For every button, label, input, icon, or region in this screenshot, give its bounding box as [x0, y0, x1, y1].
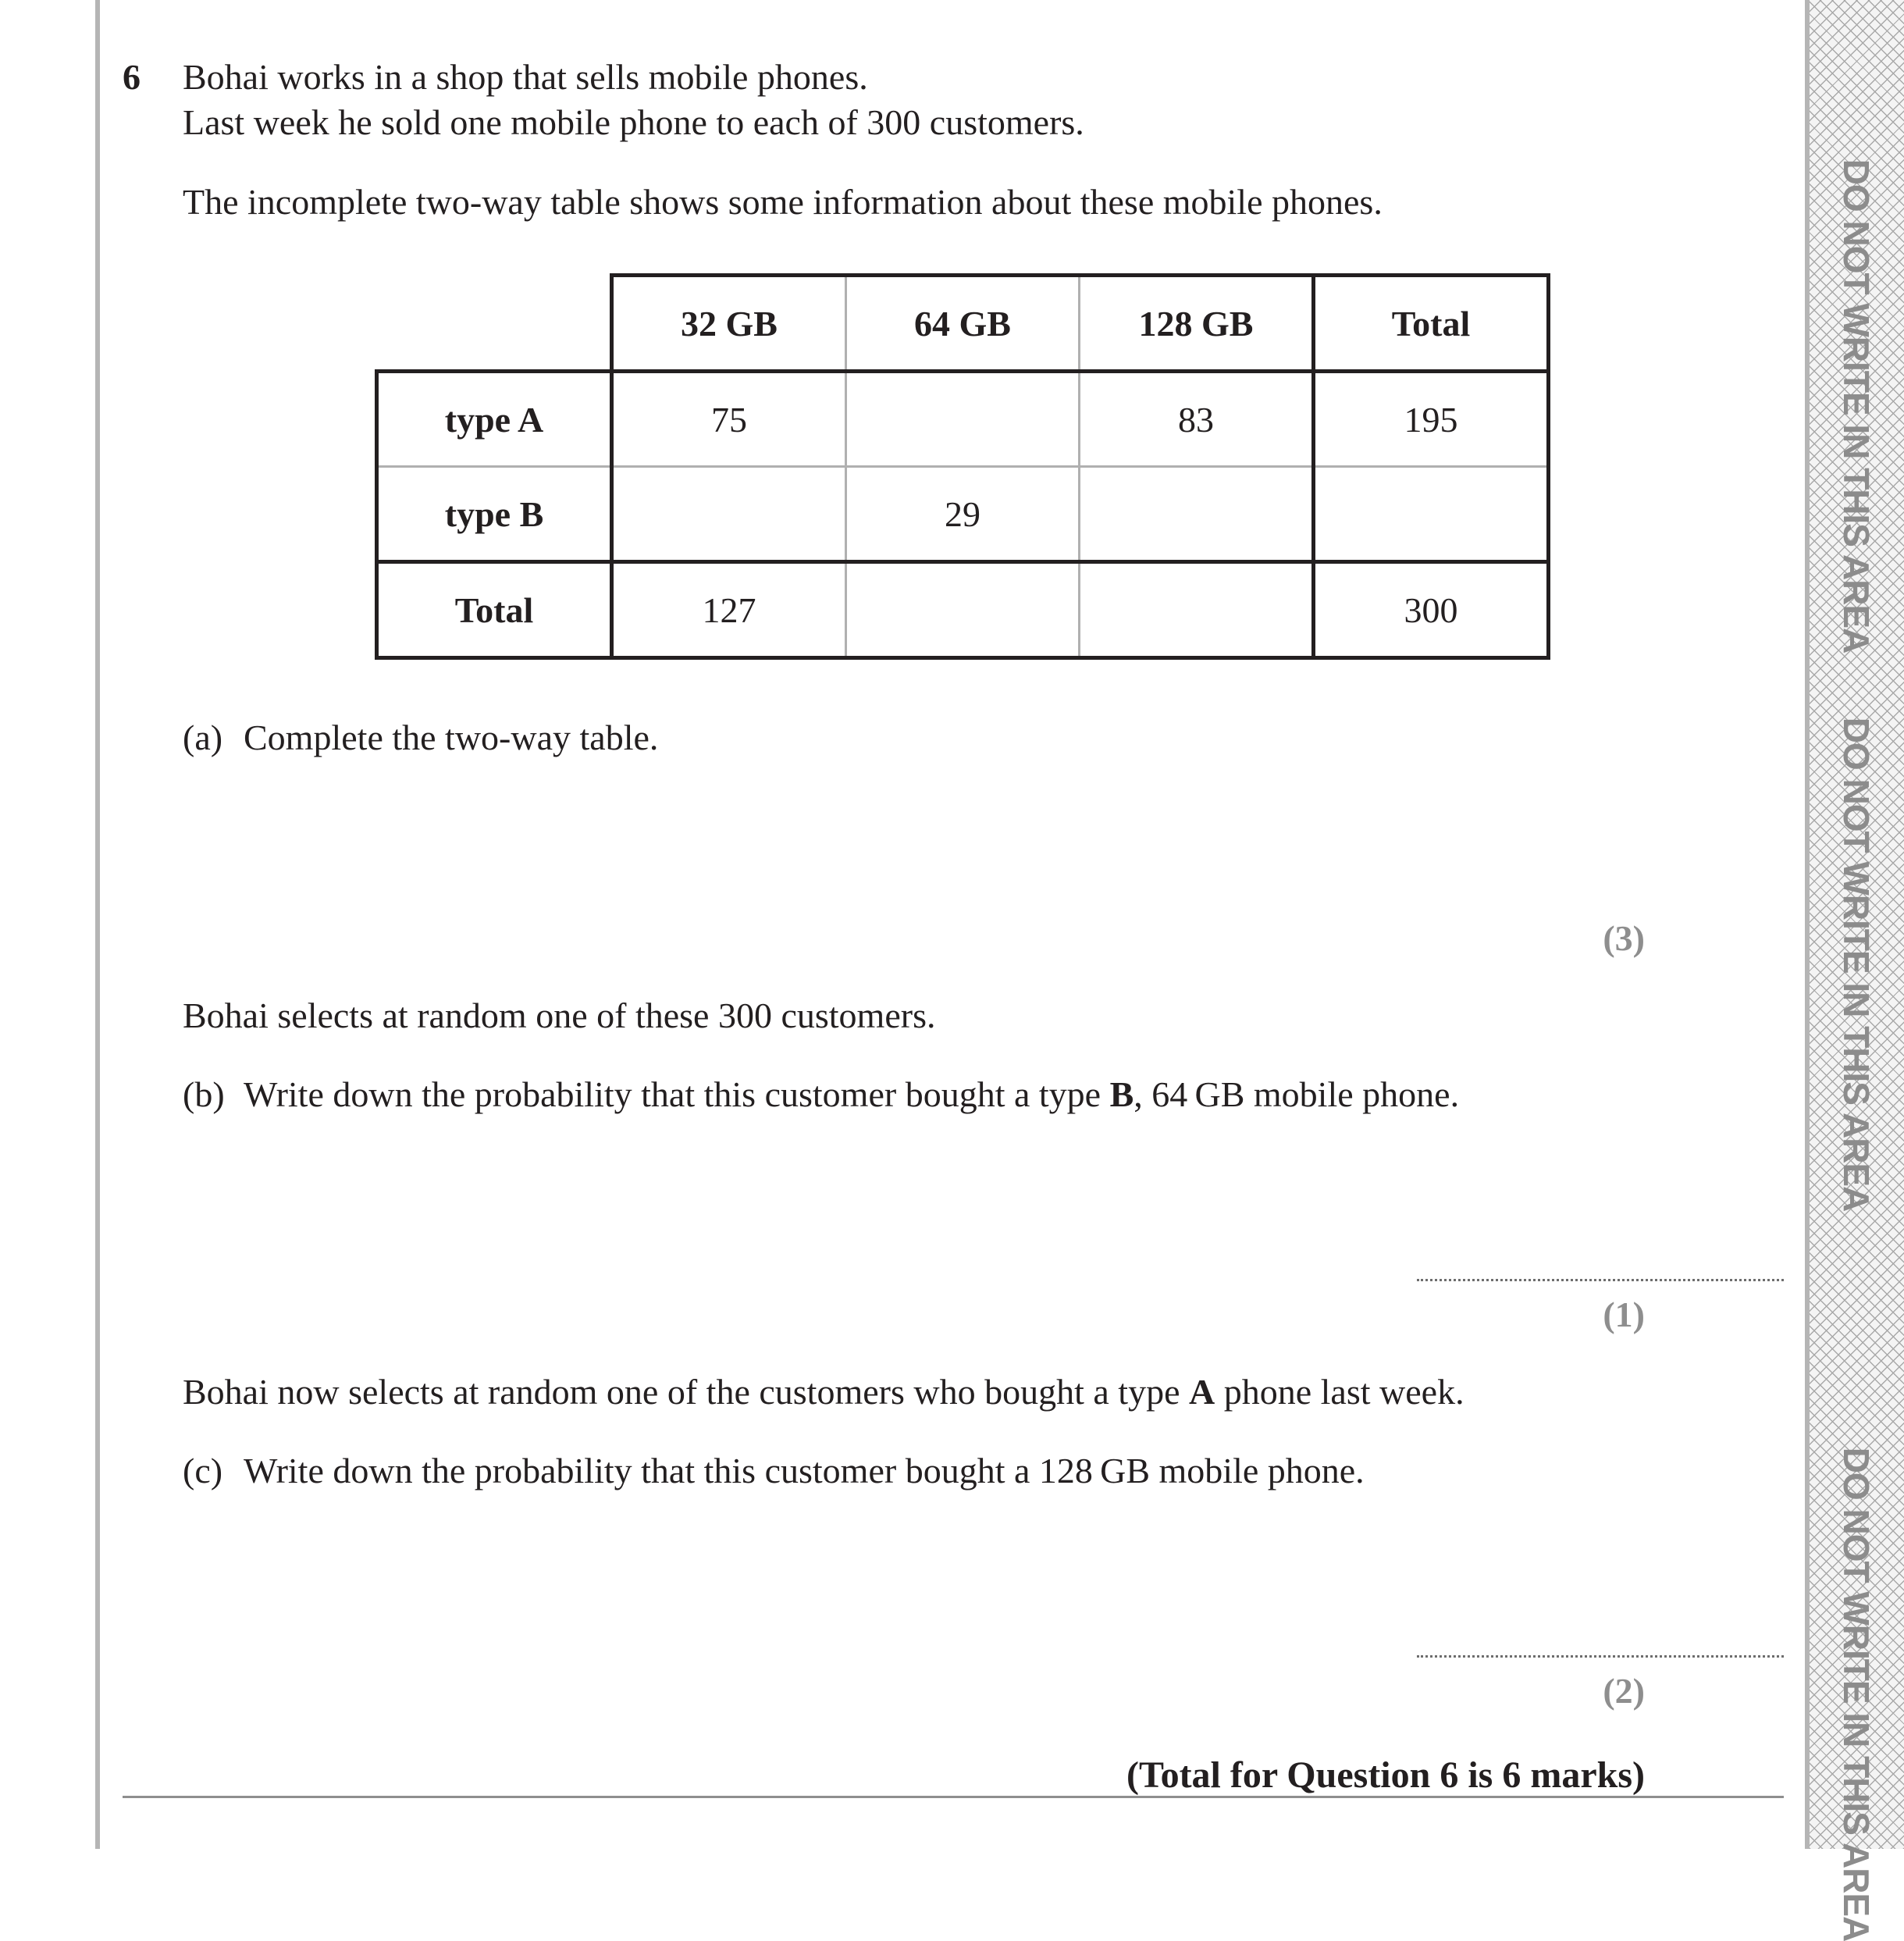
column-header: 64 GB — [846, 276, 1080, 372]
row-header: type B — [377, 467, 612, 562]
part-c-label: (c) — [183, 1451, 223, 1490]
table-row — [377, 562, 1549, 658]
part-b-intro: Bohai selects at random one of these 300 customers. — [183, 995, 936, 1035]
table-cell — [1314, 467, 1549, 562]
part-b-text-end: , 64 GB mobile phone. — [1134, 1074, 1460, 1114]
row-header: Total — [377, 562, 612, 658]
part-b-text — [244, 1072, 1459, 1117]
margin-warning-middle: DO NOT WRITE IN THIS AREA — [1836, 717, 1877, 1212]
column-header: 32 GB — [612, 276, 846, 372]
part-c-marks: (2) — [1603, 1671, 1645, 1711]
table-cell: 127 — [612, 562, 846, 658]
margin-warning-bottom: DO NOT WRITE IN THIS AREA — [1836, 1447, 1877, 1941]
part-a-marks: (3) — [1603, 918, 1645, 958]
part-b-text-start: Write down the probability that this customer bought a type — [244, 1074, 1110, 1114]
part-c-intro — [183, 1369, 1464, 1415]
question-number: 6 — [123, 57, 141, 97]
table-cell — [1080, 467, 1314, 562]
table-cell — [846, 372, 1080, 467]
table-cell: 195 — [1314, 372, 1549, 467]
part-c-intro-emphasis: A — [1189, 1372, 1215, 1412]
two-way-table — [375, 273, 1550, 660]
page-border-left — [95, 0, 100, 1849]
table-cell — [612, 467, 846, 562]
table-row — [377, 372, 1549, 467]
intro-line-1: Bohai works in a shop that sells mobile phones. — [183, 57, 868, 97]
part-b-label: (b) — [183, 1074, 225, 1114]
table-cell — [1080, 562, 1314, 658]
part-a-text: Complete the two-way table. — [244, 718, 659, 757]
answer-line-c[interactable] — [1417, 1655, 1784, 1658]
intro-line-2: Last week he sold one mobile phone to each of 300 customers. — [183, 102, 1084, 142]
answer-line-b[interactable] — [1417, 1279, 1784, 1281]
table-cell: 300 — [1314, 562, 1549, 658]
column-header: Total — [1314, 276, 1549, 372]
margin-warning-top: DO NOT WRITE IN THIS AREA — [1836, 158, 1877, 654]
table-header-row — [377, 276, 1549, 372]
table-cell: 75 — [612, 372, 846, 467]
table-cell — [846, 562, 1080, 658]
column-header: 128 GB — [1080, 276, 1314, 372]
table-row — [377, 467, 1549, 562]
part-b-marks: (1) — [1603, 1295, 1645, 1334]
part-b-emphasis: B — [1109, 1074, 1134, 1114]
bottom-rule — [123, 1796, 1784, 1798]
table-corner — [377, 276, 612, 372]
part-c-intro-start: Bohai now selects at random one of the customers who bought a type — [183, 1372, 1189, 1412]
part-a-label: (a) — [183, 718, 223, 757]
part-c-intro-end: phone last week. — [1215, 1372, 1464, 1412]
part-c-text: Write down the probability that this customer bought a 128 GB mobile phone. — [244, 1451, 1365, 1490]
question-total-marks: (Total for Question 6 is 6 marks) — [1126, 1754, 1645, 1796]
table-intro: The incomplete two-way table shows some information about these mobile phones. — [183, 182, 1383, 222]
table-cell: 83 — [1080, 372, 1314, 467]
table-cell: 29 — [846, 467, 1080, 562]
row-header: type A — [377, 372, 612, 467]
